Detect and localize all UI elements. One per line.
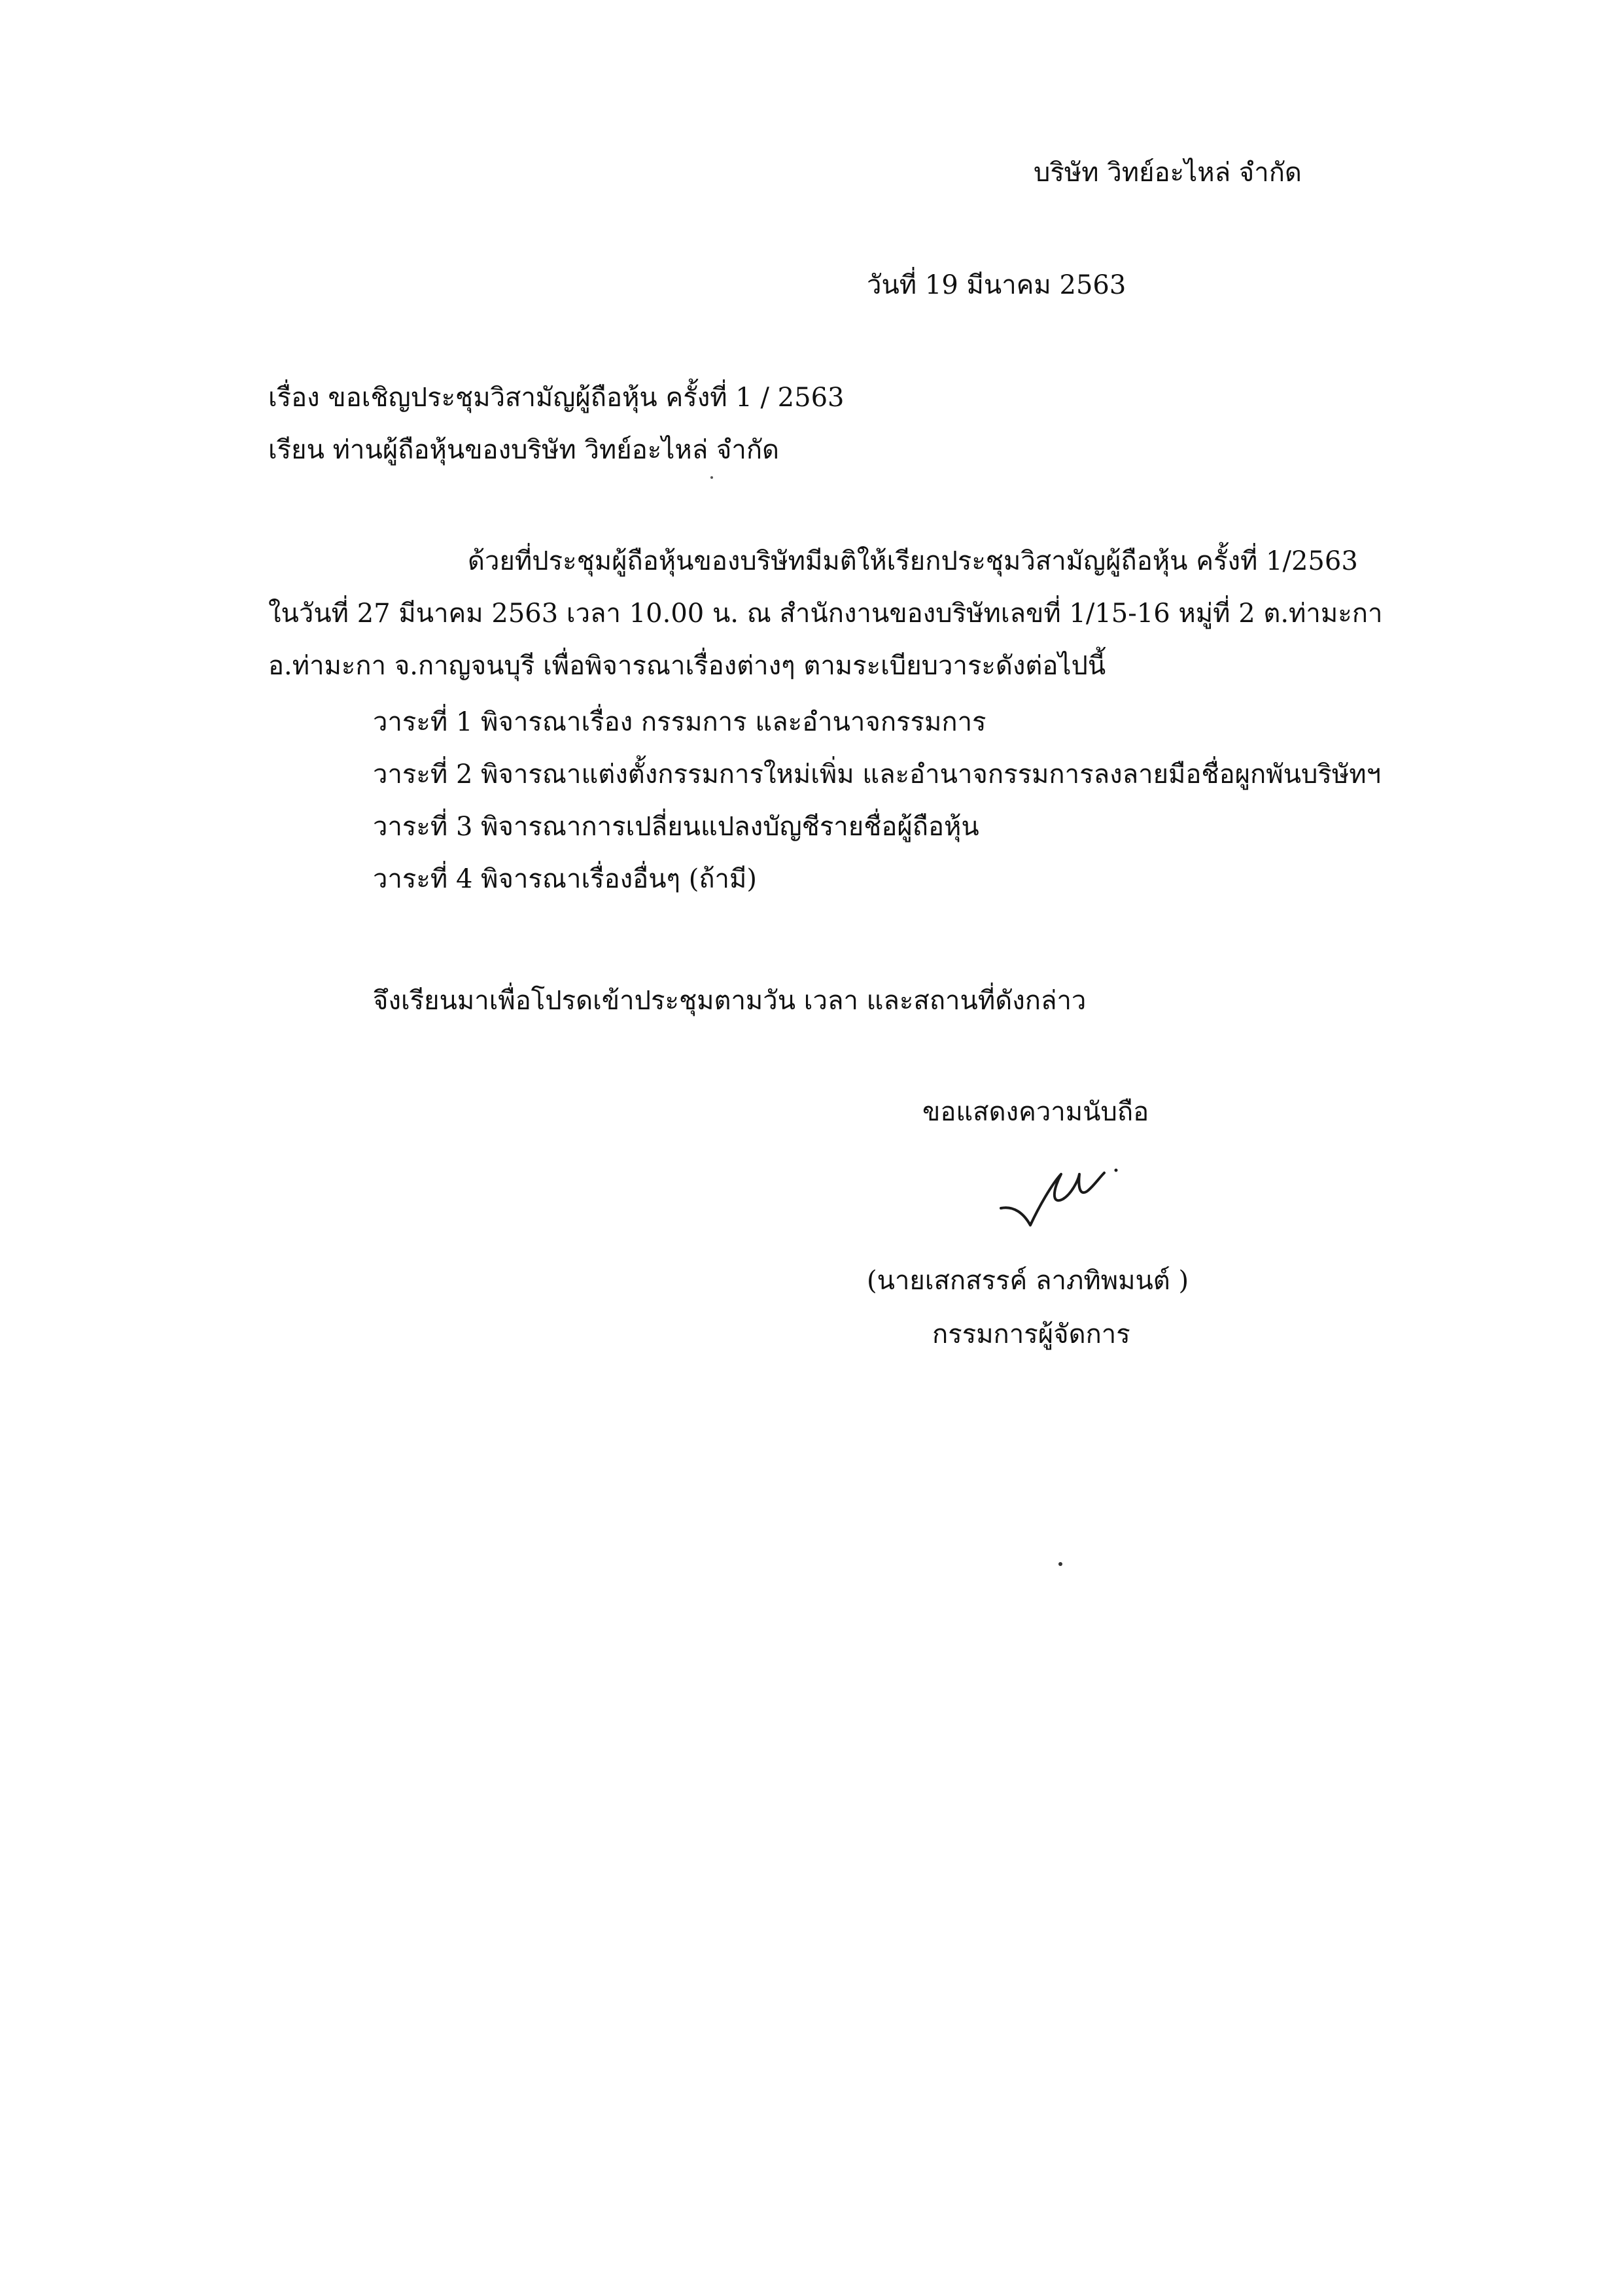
letter-recipient: เรียน ท่านผู้ถือหุ้นของบริษัท วิทย์อะไหล่ จำกัด (268, 435, 780, 465)
agenda-item-4: วาระที่ 4 พิจารณาเรื่องอื่นๆ (ถ้ามี) (373, 864, 757, 894)
letter-subject: เรื่อง ขอเชิญประชุมวิสามัญผู้ถือหุ้น ครั้งที่ 1 / 2563 (268, 383, 845, 413)
signer-name: (นายเสกสรรค์ ลาภทิพมนต์ ) (867, 1266, 1189, 1296)
company-header: บริษัท วิทย์อะไหล่ จำกัด (1034, 158, 1302, 188)
signer-title: กรรมการผู้จัดการ (932, 1319, 1130, 1349)
agenda-item-3: วาระที่ 3 พิจารณาการเปลี่ยนแปลงบัญชีรายชื่อผู้ถือหุ้น (373, 812, 979, 842)
signature-icon (988, 1148, 1151, 1246)
agenda-item-2: วาระที่ 2 พิจารณาแต่งตั้งกรรมการใหม่เพิ่ม และอำนาจกรรมการลงลายมือชื่อผูกพันบริษัทฯ (373, 759, 1382, 790)
body-line-2: ในวันที่ 27 มีนาคม 2563 เวลา 10.00 น. ณ สำนักงานของบริษัทเลขที่ 1/15-16 หมู่ที่ 2 ต.ท่ามะกา (268, 599, 1383, 629)
agenda-item-1: วาระที่ 1 พิจารณาเรื่อง กรรมการ และอำนาจกรรมการ (373, 707, 986, 737)
body-line-1: ด้วยที่ประชุมผู้ถือหุ้นของบริษัทมีมติให้เรียกประชุมวิสามัญผู้ถือหุ้น ครั้งที่ 1/2563 (468, 546, 1358, 576)
scan-speck (1058, 1562, 1062, 1566)
scan-speck (710, 476, 713, 479)
closing-request: จึงเรียนมาเพื่อโปรดเข้าประชุมตามวัน เวลา และสถานที่ดังกล่าว (373, 986, 1087, 1016)
closing-regards: ขอแสดงความนับถือ (922, 1097, 1149, 1127)
body-line-3: อ.ท่ามะกา จ.กาญจนบุรี เพื่อพิจารณาเรื่องต่างๆ ตามระเบียบวาระดังต่อไปนี้ (268, 651, 1106, 681)
letter-date: วันที่ 19 มีนาคม 2563 (867, 270, 1126, 300)
